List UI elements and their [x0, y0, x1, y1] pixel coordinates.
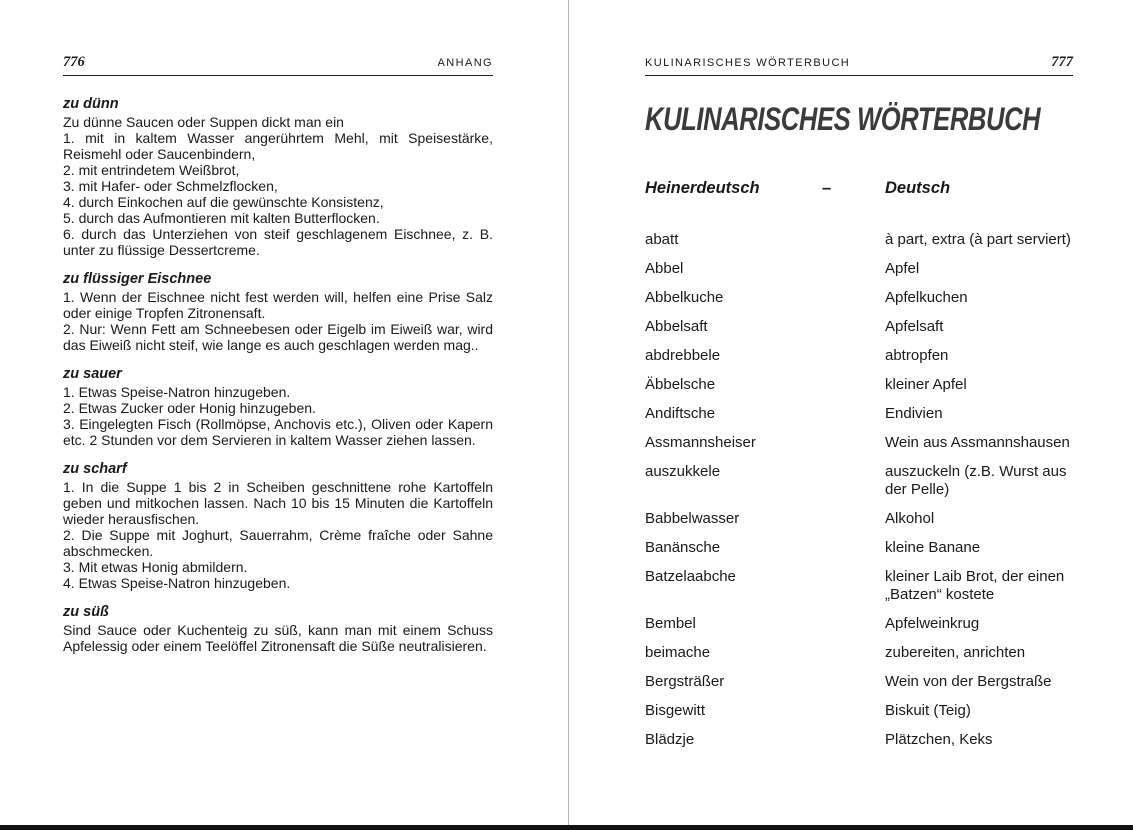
- chapter-title: KULINARISCHES WÖRTERBUCH: [645, 101, 1041, 137]
- tip-paragraph: 2. Die Suppe mit Joghurt, Sauerrahm, Crème fraîche oder Sahne abschmecken.: [63, 527, 493, 559]
- dictionary-list: [645, 231, 1073, 749]
- dictionary-row: [645, 318, 1073, 336]
- tip-section: [63, 604, 493, 654]
- column-separator-dash: –: [822, 179, 832, 197]
- dictionary-row: [645, 434, 1073, 452]
- dictionary-row: [645, 376, 1073, 394]
- dictionary-row: [645, 231, 1073, 249]
- dict-definition: Wein aus Assmannshausen: [885, 434, 1070, 451]
- page-number-right: 777: [1051, 54, 1073, 70]
- tip-paragraph: 6. durch das Unterziehen von steif geschlagenem Eischnee, z. B. unter zu flüssige Dessertcreme.: [63, 226, 493, 258]
- tip-paragraph: 4. Etwas Speise-Natron hinzugeben.: [63, 575, 291, 591]
- dictionary-column-header: [645, 179, 1073, 198]
- tip-paragraph: 3. Eingelegten Fisch (Rollmöpse, Anchovis etc.), Oliven oder Kapern etc. 2 Stunden vor dem Servieren in kaltem Wasser ziehen lassen.: [63, 416, 493, 448]
- tips-body: [63, 96, 493, 654]
- tip-paragraph: 2. Etwas Zucker oder Honig hinzugeben.: [63, 400, 316, 416]
- tip-paragraph: 5. durch das Aufmontieren mit kalten Butterflocken.: [63, 210, 380, 226]
- dict-term: beimache: [645, 644, 711, 661]
- dictionary-row: [645, 615, 1073, 633]
- tip-heading: zu sauer: [63, 366, 122, 382]
- dictionary-row: [645, 463, 1073, 499]
- tip-paragraph: 4. durch Einkochen auf die gewünschte Konsistenz,: [63, 194, 384, 210]
- page-header-right: [645, 54, 1073, 70]
- tip-heading: zu dünn: [63, 96, 119, 112]
- dict-term: Bembel: [645, 615, 696, 632]
- dict-term: Bisgewitt: [645, 702, 706, 719]
- dictionary-row: [645, 260, 1073, 278]
- dict-term: Batzelaabche: [645, 568, 736, 585]
- tip-paragraph: Sind Sauce oder Kuchenteig zu süß, kann man mit einem Schuss Apfelessig oder einem Teelöffel Zitronensaft die Süße neutralisieren.: [63, 622, 493, 654]
- dict-definition: kleine Banane: [885, 539, 981, 556]
- dict-term: Banänsche: [645, 539, 721, 556]
- page-number-left: 776: [63, 54, 85, 70]
- dictionary-row: [645, 731, 1073, 749]
- dict-term: abatt: [645, 231, 679, 248]
- tip-paragraph: 1. In die Suppe 1 bis 2 in Scheiben geschnittene rohe Kartoffeln geben und mitkochen lassen. Nach 10 bis 15 Minuten die Kartoffeln wieder herausfischen.: [63, 479, 493, 527]
- dict-term: Blädzje: [645, 731, 695, 748]
- dict-definition: Biskuit (Teig): [885, 702, 971, 719]
- dictionary-row: [645, 347, 1073, 365]
- tip-paragraph: 2. Nur: Wenn Fett am Schneebesen oder Eigelb im Eiweiß war, wird das Eiweiß nicht steif, wie lange es auch geschlagen werden mag..: [63, 321, 493, 353]
- dict-term: Bergsträßer: [645, 673, 725, 690]
- dict-definition: Alkohol: [885, 510, 935, 527]
- dict-definition: kleiner Laib Brot, der einen „Batzen“ kostete: [885, 568, 1065, 603]
- dict-term: auszukkele: [645, 463, 721, 480]
- tip-paragraph: 1. Wenn der Eischnee nicht fest werden will, helfen eine Prise Salz oder einige Tropfen Zitronensaft.: [63, 289, 493, 321]
- dict-definition: Apfel: [885, 260, 920, 277]
- dictionary-row: [645, 568, 1073, 604]
- tip-paragraph: 3. mit Hafer- oder Schmelzflocken,: [63, 178, 278, 194]
- page-header-left: [63, 54, 493, 70]
- tip-section: [63, 366, 493, 448]
- dict-term: Abbelkuche: [645, 289, 724, 306]
- tip-paragraph: Zu dünne Saucen oder Suppen dickt man ein: [63, 114, 344, 130]
- bottom-edge: [0, 825, 1133, 830]
- dict-term: Abbelsaft: [645, 318, 708, 335]
- dict-term: abdrebbele: [645, 347, 721, 364]
- dict-definition: auszuckeln (z.B. Wurst aus der Pelle): [885, 463, 1067, 498]
- dictionary-row: [645, 510, 1073, 528]
- page-right: [568, 0, 1133, 830]
- running-head-left: ANHANG: [437, 57, 493, 69]
- dictionary-row: [645, 673, 1073, 691]
- header-rule-right: [645, 75, 1073, 76]
- tip-section: [63, 271, 493, 353]
- dict-definition: Endivien: [885, 405, 943, 422]
- tip-section: [63, 96, 493, 258]
- tip-paragraph: 1. mit in kaltem Wasser angerührtem Mehl, mit Speisestärke, Reismehl oder Saucenbindern,: [63, 130, 493, 162]
- running-head-right: KULINARISCHES WÖRTERBUCH: [645, 57, 851, 69]
- dict-definition: zubereiten, anrichten: [885, 644, 1026, 661]
- dict-term: Assmannsheiser: [645, 434, 756, 451]
- tip-heading: zu süß: [63, 604, 109, 620]
- column-label-language: Deutsch: [885, 179, 951, 197]
- dictionary-row: [645, 405, 1073, 423]
- dict-definition: abtropfen: [885, 347, 949, 364]
- tip-section: [63, 461, 493, 591]
- tip-heading: zu scharf: [63, 461, 127, 477]
- tip-paragraph: 3. Mit etwas Honig abmildern.: [63, 559, 248, 575]
- dict-definition: Apfelkuchen: [885, 289, 968, 306]
- tip-paragraph: 1. Etwas Speise-Natron hinzugeben.: [63, 384, 291, 400]
- dict-definition: kleiner Apfel: [885, 376, 967, 393]
- tip-heading: zu flüssiger Eischnee: [63, 271, 212, 287]
- dictionary-row: [645, 702, 1073, 720]
- dict-term: Äbbelsche: [645, 376, 716, 393]
- dict-definition: Plätzchen, Keks: [885, 731, 993, 748]
- dict-definition: Apfelweinkrug: [885, 615, 980, 632]
- header-rule-left: [63, 75, 493, 76]
- column-label-dialect: Heinerdeutsch: [645, 179, 760, 197]
- dictionary-row: [645, 644, 1073, 662]
- dict-term: Abbel: [645, 260, 684, 277]
- dictionary-row: [645, 539, 1073, 557]
- tip-paragraph: 2. mit entrindetem Weißbrot,: [63, 162, 240, 178]
- dict-term: Babbelwasser: [645, 510, 740, 527]
- dict-definition: Wein von der Bergstraße: [885, 673, 1052, 690]
- dictionary-row: [645, 289, 1073, 307]
- dict-term: Andiftsche: [645, 405, 716, 422]
- dict-definition: à part, extra (à part serviert): [885, 231, 1071, 248]
- dict-definition: Apfelsaft: [885, 318, 944, 335]
